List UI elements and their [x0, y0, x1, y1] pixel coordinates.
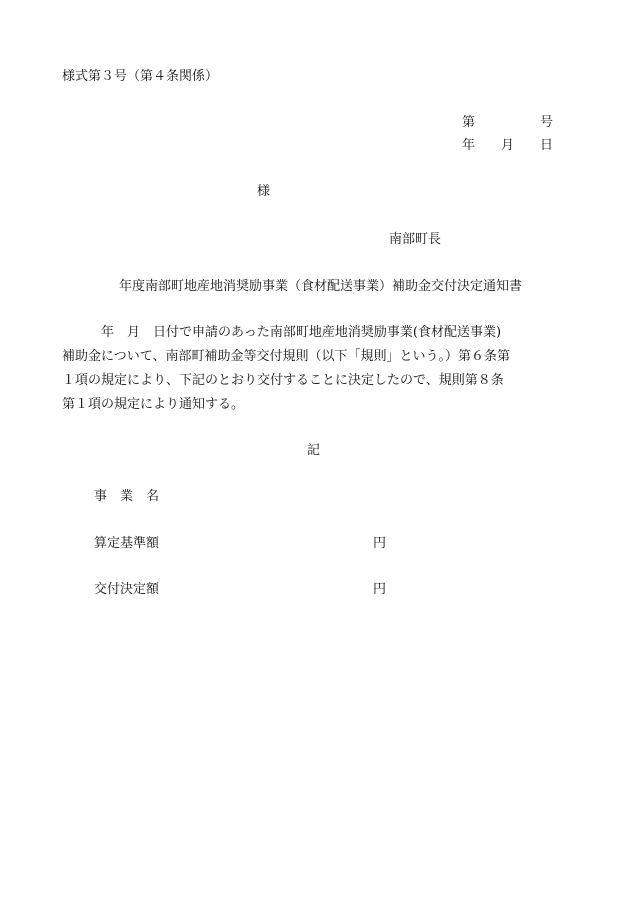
project-name-label: 事 業 名 [94, 489, 160, 504]
addressee-honorific: 様 [257, 184, 271, 199]
document-number-line: 第 号 [462, 115, 554, 130]
base-amount-unit: 円 [373, 536, 387, 551]
body-line: 年 月 日付で申請のあった南部町地産地消奨励事業(食材配送事業) [62, 325, 502, 340]
body-line: 補助金について、南部町補助金等交付規則（以下「規則」という。）第６条第 [62, 349, 510, 364]
grant-amount-unit: 円 [373, 582, 387, 597]
form-number-label: 様式第３号（第４条関係） [62, 69, 219, 84]
document-date-line: 年 月 日 [462, 138, 554, 153]
grant-amount-label: 交付決定額 [94, 582, 160, 597]
body-line: １項の規定により、下記のとおり交付することに決定したので、規則第８条 [62, 373, 504, 388]
issuer-name: 南部町長 [389, 232, 442, 247]
body-line: 第１項の規定により通知する。 [62, 397, 245, 412]
base-amount-label: 算定基準額 [94, 536, 160, 551]
ki-heading: 記 [307, 443, 321, 458]
document-title: 年度南部町地産地消奨励事業（食材配送事業）補助金交付決定通知書 [106, 279, 523, 294]
